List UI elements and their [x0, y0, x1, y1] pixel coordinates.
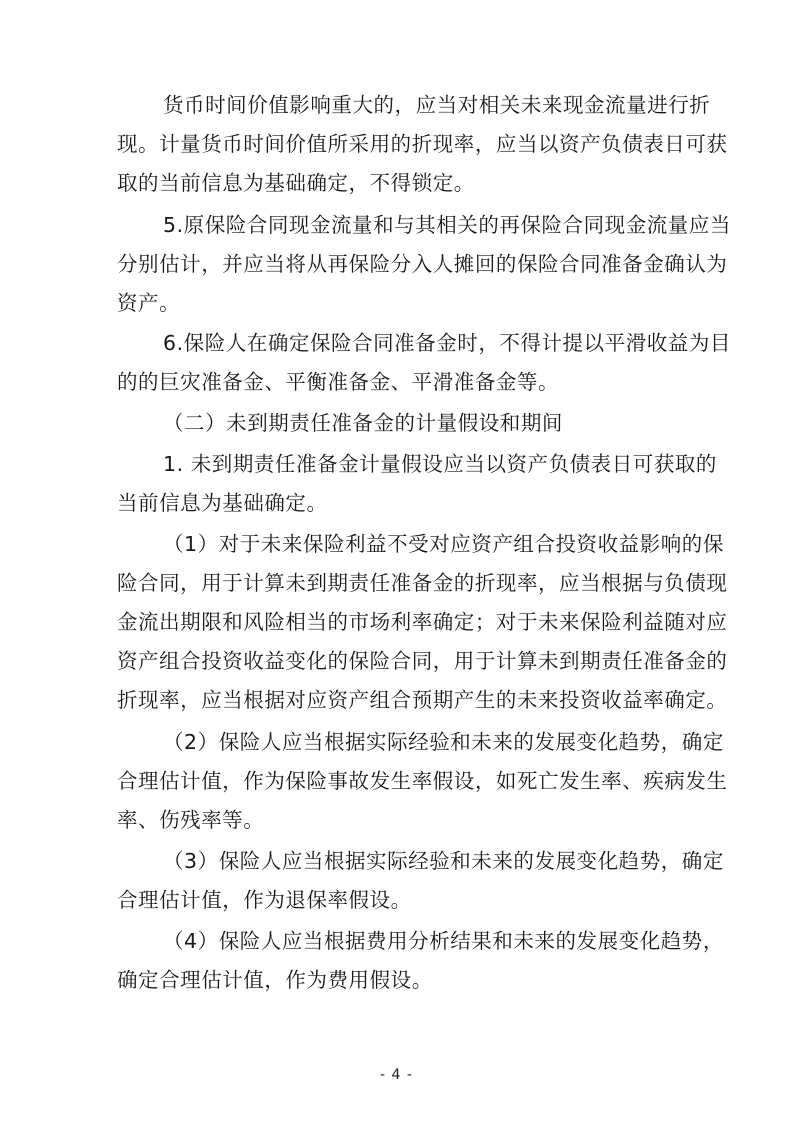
- text-line-1: 货币时间价值影响重大的，应当对相关未来现金流量进行折: [163, 93, 711, 117]
- text-line-10: 1. 未到期责任准备金计量假设应当以资产负债表日可获取的: [163, 452, 717, 476]
- text-line-12: （1）对于未来保险利益不受对应资产组合投资收益影响的保: [163, 532, 724, 556]
- text-line-20: （3）保险人应当根据实际经验和未来的发展变化趋势，确定: [163, 849, 724, 873]
- text-line-19: 率、伤残率等。: [117, 808, 265, 832]
- text-line-16: 折现率，应当根据对应资产组合预期产生的未来投资收益率确定。: [117, 688, 728, 712]
- text-line-4: 5.原保险合同现金流量和与其相关的再保险合同现金流量应当: [163, 213, 731, 237]
- text-line-21: 合理估计值，作为退保率假设。: [117, 888, 412, 912]
- text-line-15: 资产组合投资收益变化的保险合同，用于计算未到期责任准备金的: [117, 649, 728, 673]
- text-line-3: 取的当前信息为基础确定，不得锁定。: [117, 171, 475, 195]
- text-line-6: 资产。: [117, 291, 181, 315]
- text-line-8: 的的巨灾准备金、平衡准备金、平滑准备金等。: [117, 370, 560, 394]
- page-number: - 4 -: [380, 1067, 413, 1083]
- text-line-22: （4）保险人应当根据费用分析结果和未来的发展变化趋势，: [163, 929, 724, 953]
- text-line-23: 确定合理估计值，作为费用假设。: [117, 968, 433, 992]
- text-line-17: （2）保险人应当根据实际经验和未来的发展变化趋势，确定: [163, 730, 724, 754]
- text-line-2: 现。计量货币时间价值所采用的折现率，应当以资产负债表日可获: [117, 132, 728, 156]
- text-line-5: 分别估计，并应当将从再保险分入人摊回的保险合同准备金确认为: [117, 252, 728, 276]
- text-line-14: 金流出期限和风险相当的市场利率确定；对于未来保险利益随对应: [117, 610, 728, 634]
- text-line-7: 6.保险人在确定保险合同准备金时，不得计提以平滑收益为目: [163, 331, 731, 355]
- text-line-13: 险合同，用于计算未到期责任准备金的折现率，应当根据与负债现: [117, 571, 728, 595]
- text-line-18: 合理估计值，作为保险事故发生率假设，如死亡发生率、疾病发生: [117, 769, 728, 793]
- section-heading: （二）未到期责任准备金的计量假设和期间: [163, 411, 563, 435]
- text-line-11: 当前信息为基础确定。: [117, 491, 328, 515]
